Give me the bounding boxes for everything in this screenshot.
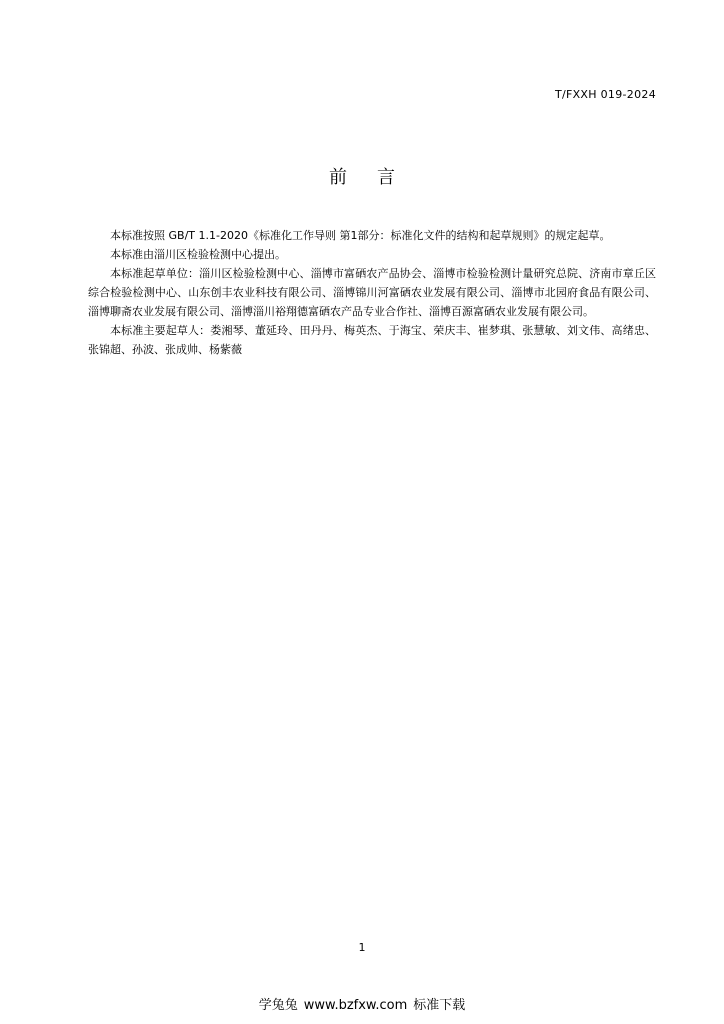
standard-code: T/FXXH 019-2024 (554, 88, 656, 101)
footer-tagline: 标准下载 (413, 998, 466, 1013)
paragraph-drafting-units: 本标准起草单位：淄川区检验检测中心、淄博市富硒农产品协会、淄博市检验检测计量研究总院、济南市章丘区综合检验检测中心、山东创丰农业科技有限公司、淄博锦川河富硒农业发展有限公司、淄博市北园府食品有限公司、淄博聊斋农业发展有限公司、淄博淄川裕翔德富硒农产品专业合作社、淄博百源富硒农业发展有限公司。 (88, 267, 656, 318)
page-number: 1 (358, 941, 366, 954)
footer-site: www.bzfxw.com (303, 998, 408, 1013)
paragraph-drafting-basis: 本标准按照 GB/T 1.1-2020《标准化工作导则 第1部分：标准化文件的结构和起草规则》的规定起草。 (110, 229, 611, 242)
footer-watermark (0, 994, 724, 1013)
paragraph-drafters: 本标准主要起草人：娄湘琴、董延玲、田丹丹、梅英杰、于海宝、荣庆丰、崔梦琪、张慧敏、刘文伟、高绪忠、张锦超、孙波、张成帅、杨紫薇 (88, 324, 656, 356)
page-title: 前言 (329, 167, 425, 188)
foreword-body (88, 226, 656, 359)
footer-brand: 学兔兔 (258, 998, 298, 1013)
paragraph-proposer: 本标准由淄川区检验检测中心提出。 (110, 248, 286, 261)
